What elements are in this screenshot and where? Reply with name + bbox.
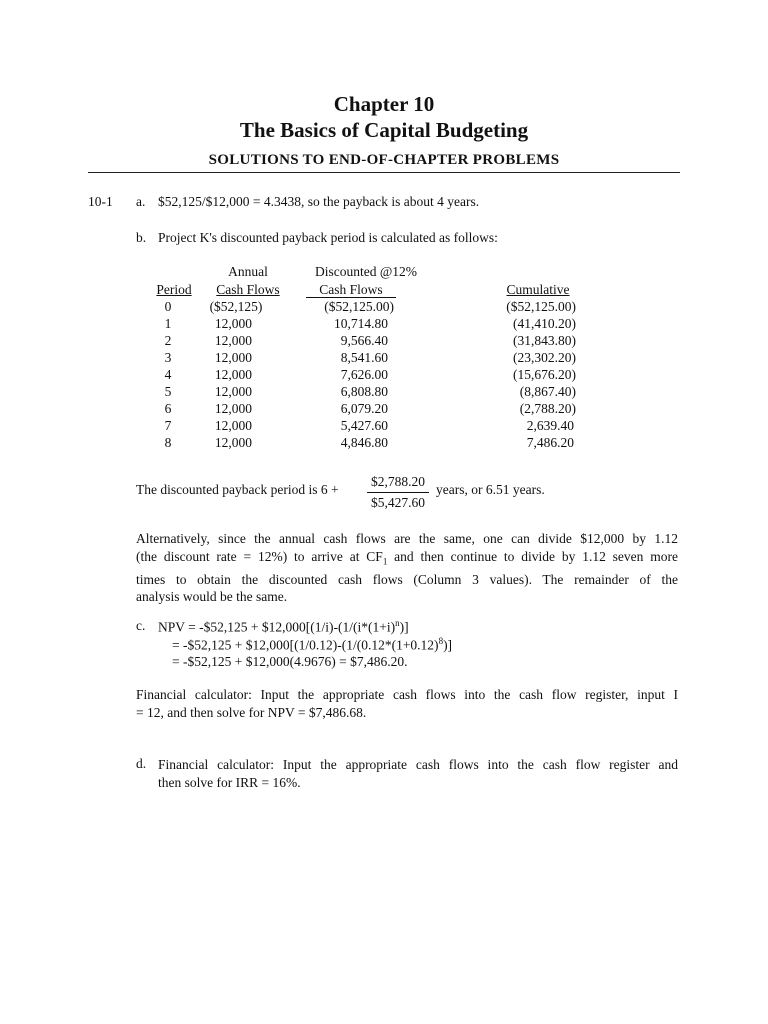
discounted-payback-suffix: years, or 6.51 years. xyxy=(436,482,545,497)
discounted-cell: ($52,125.00) xyxy=(324,299,394,314)
cash-flow-cell: 12,000 xyxy=(214,384,252,399)
text-segment: )] xyxy=(443,637,453,653)
header-annual: Annual xyxy=(228,264,268,279)
cash-flow-cell: 12,000 xyxy=(214,350,252,365)
chapter-heading: Chapter 10 xyxy=(333,92,435,116)
chapter-title: The Basics of Capital Budgeting xyxy=(239,118,529,142)
discounted-cell: 10,714.80 xyxy=(334,316,388,331)
discounted-cell: 5,427.60 xyxy=(340,418,388,433)
paragraph-line xyxy=(136,548,678,571)
cash-flow-cell: 12,000 xyxy=(214,401,252,416)
section-subtitle: SOLUTIONS TO END-OF-CHAPTER PROBLEMS xyxy=(208,152,560,168)
paragraph-line: Financial calculator: Input the appropriate cash flows into the cash flow register and xyxy=(158,757,678,772)
discounted-cell: 6,808.80 xyxy=(340,384,388,399)
period-cell: 0 xyxy=(164,299,172,314)
discounted-payback-prefix: The discounted payback period is 6 + xyxy=(136,482,339,497)
payback-fraction xyxy=(367,474,429,511)
period-cell: 4 xyxy=(164,367,172,382)
npv-line-3: = -$52,125 + $12,000(4.9676) = $7,486.20. xyxy=(172,654,408,669)
fin-calc-d-paragraph xyxy=(158,756,678,791)
fraction-numerator: $2,788.20 xyxy=(371,474,425,489)
cumulative-cell: (31,843.80) xyxy=(513,333,576,348)
paragraph-line: Financial calculator: Input the appropriate cash flows into the cash flow register, input I xyxy=(136,687,678,702)
part-c-label: c. xyxy=(136,618,146,633)
discounted-cell: 7,626.00 xyxy=(340,367,388,382)
cumulative-cell: (2,788.20) xyxy=(519,401,576,416)
header-cumulative: Cumulative xyxy=(506,282,570,297)
period-cell: 5 xyxy=(164,384,172,399)
header-period: Period xyxy=(156,282,192,297)
period-cell: 3 xyxy=(164,350,172,365)
cumulative-cell: 7,486.20 xyxy=(526,435,574,450)
period-cell: 7 xyxy=(164,418,172,433)
period-cell: 1 xyxy=(164,316,172,331)
cash-flow-cell: 12,000 xyxy=(214,367,252,382)
cash-flow-cell: 12,000 xyxy=(214,435,252,450)
problem-number: 10-1 xyxy=(88,194,113,209)
part-b-text: Project K's discounted payback period is calculated as follows: xyxy=(158,230,498,245)
part-d-label: d. xyxy=(136,756,147,771)
fraction-denominator: $5,427.60 xyxy=(371,495,425,510)
cash-flow-cell: 12,000 xyxy=(214,333,252,348)
period-cell: 6 xyxy=(164,401,172,416)
alternative-paragraph xyxy=(136,530,678,606)
paragraph-line: analysis would be the same. xyxy=(136,589,288,605)
text-segment: )] xyxy=(399,619,409,635)
superscript: n xyxy=(395,618,400,628)
cumulative-cell: ($52,125.00) xyxy=(506,299,576,314)
cash-flow-cell: ($52,125) xyxy=(209,299,263,314)
text-segment: = -$52,125 + $12,000[(1/0.12)-(1/(0.12*(1+0.12) xyxy=(172,637,439,653)
text-segment: NPV = -$52,125 + $12,000[(1/i)-(1/(i*(1+i) xyxy=(158,619,396,635)
part-a-label: a. xyxy=(136,194,146,209)
header-disc-cash-flows: Cash Flows xyxy=(306,282,396,298)
header-rule xyxy=(88,172,680,173)
cash-flow-cell: 12,000 xyxy=(214,418,252,433)
period-cell: 2 xyxy=(164,333,172,348)
text-segment: and then continue to divide by 1.12 seven more xyxy=(387,548,678,564)
header-cash-flows: Cash Flows xyxy=(216,282,280,297)
npv-line-1 xyxy=(158,618,409,636)
paragraph-line: Alternatively, since the annual cash flows are the same, one can divide $12,000 by 1.12 xyxy=(136,531,678,546)
discounted-cell: 4,846.80 xyxy=(340,435,388,450)
paragraph-line: = 12, and then solve for NPV = $7,486.68. xyxy=(136,704,367,720)
discounted-cell: 8,541.60 xyxy=(340,350,388,365)
cumulative-cell: 2,639.40 xyxy=(526,418,574,433)
text-segment: (the discount rate = 12%) to arrive at CF xyxy=(136,548,383,564)
period-cell: 8 xyxy=(164,435,172,450)
fraction-bar xyxy=(367,492,429,493)
cash-flow-cell: 12,000 xyxy=(214,316,252,331)
discounted-cell: 9,566.40 xyxy=(340,333,388,348)
npv-line-2 xyxy=(172,636,452,654)
paragraph-line: times to obtain the discounted cash flows (Column 3 values). The remainder of the xyxy=(136,571,678,587)
header-discounted: Discounted @12% xyxy=(314,264,418,279)
cumulative-cell: (8,867.40) xyxy=(519,384,576,399)
cumulative-cell: (15,676.20) xyxy=(513,367,576,382)
superscript: 8 xyxy=(438,636,444,646)
fin-calc-c-paragraph xyxy=(136,686,678,721)
part-b-label: b. xyxy=(136,230,147,245)
part-a-text: $52,125/$12,000 = 4.3438, so the payback is about 4 years. xyxy=(158,194,480,209)
subscript: 1 xyxy=(382,556,388,567)
cumulative-cell: (41,410.20) xyxy=(513,316,576,331)
discounted-cell: 6,079.20 xyxy=(340,401,388,416)
paragraph-line: then solve for IRR = 16%. xyxy=(158,774,301,790)
cumulative-cell: (23,302.20) xyxy=(513,350,576,365)
